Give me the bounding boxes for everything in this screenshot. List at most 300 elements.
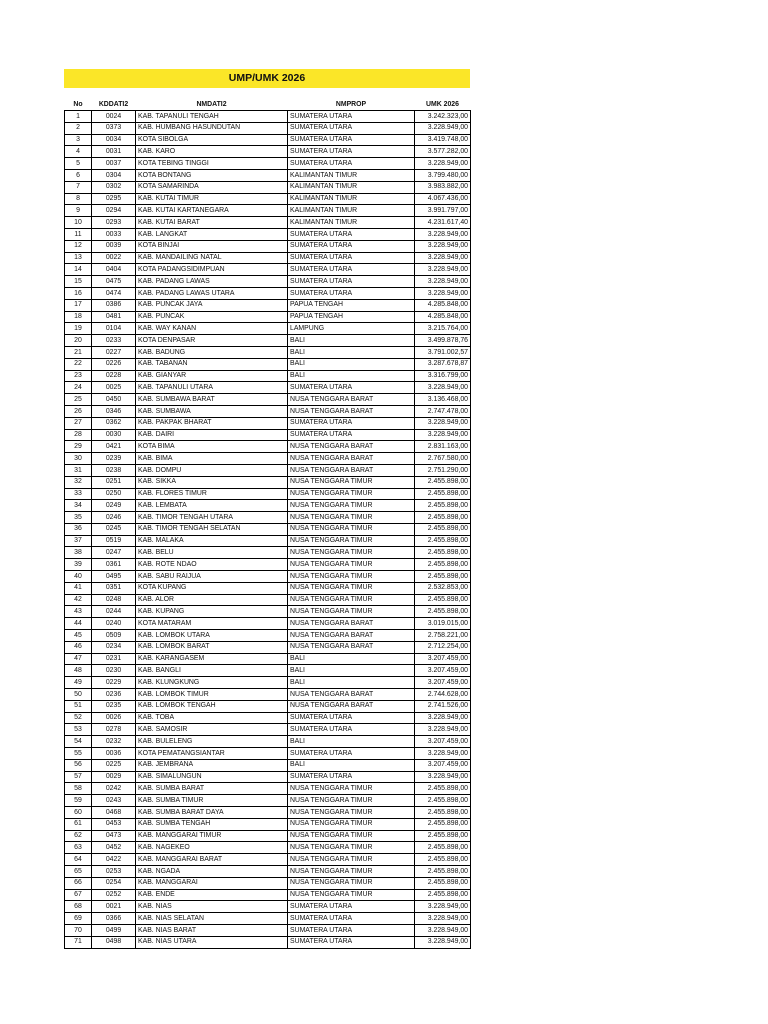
cell-kddati2: 0238 <box>92 464 136 476</box>
cell-nmdati2: KAB. PADANG LAWAS UTARA <box>136 287 288 299</box>
cell-umk: 3.228.949,00 <box>415 913 471 925</box>
cell-no: 6 <box>65 169 92 181</box>
cell-kddati2: 0302 <box>92 181 136 193</box>
cell-umk: 3.228.949,00 <box>415 382 471 394</box>
table-row <box>65 299 471 311</box>
cell-nmprop: BALI <box>288 358 415 370</box>
table-row <box>65 146 471 158</box>
cell-nmdati2: KAB. MANGGARAI TIMUR <box>136 830 288 842</box>
table-row <box>65 807 471 819</box>
cell-no: 36 <box>65 523 92 535</box>
cell-nmprop: KALIMANTAN TIMUR <box>288 169 415 181</box>
cell-nmprop: SUMATERA UTARA <box>288 748 415 760</box>
table-row <box>65 441 471 453</box>
cell-nmdati2: KAB. BIMA <box>136 453 288 465</box>
table-row <box>65 323 471 335</box>
cell-no: 56 <box>65 759 92 771</box>
cell-kddati2: 0036 <box>92 748 136 760</box>
cell-kddati2: 0236 <box>92 689 136 701</box>
cell-no: 1 <box>65 111 92 123</box>
table-row <box>65 382 471 394</box>
cell-no: 9 <box>65 205 92 217</box>
cell-umk: 2.455.898,00 <box>415 488 471 500</box>
cell-nmdati2: KAB. SUMBA TENGAH <box>136 818 288 830</box>
cell-umk: 2.751.290,00 <box>415 464 471 476</box>
table-row <box>65 111 471 123</box>
cell-nmprop: NUSA TENGGARA TIMUR <box>288 818 415 830</box>
cell-nmdati2: KOTA SAMARINDA <box>136 181 288 193</box>
cell-no: 25 <box>65 394 92 406</box>
cell-nmdati2: KAB. LOMBOK UTARA <box>136 630 288 642</box>
cell-nmdati2: KAB. ENDE <box>136 889 288 901</box>
cell-nmdati2: KAB. NIAS UTARA <box>136 936 288 948</box>
cell-nmdati2: KAB. SIKKA <box>136 476 288 488</box>
cell-kddati2: 0034 <box>92 134 136 146</box>
table-row <box>65 748 471 760</box>
cell-kddati2: 0253 <box>92 866 136 878</box>
cell-no: 21 <box>65 346 92 358</box>
cell-kddati2: 0498 <box>92 936 136 948</box>
cell-no: 47 <box>65 653 92 665</box>
cell-umk: 3.228.949,00 <box>415 122 471 134</box>
cell-no: 69 <box>65 913 92 925</box>
cell-umk: 2.455.898,00 <box>415 606 471 618</box>
table-row <box>65 240 471 252</box>
cell-umk: 2.455.898,00 <box>415 512 471 524</box>
cell-kddati2: 0235 <box>92 700 136 712</box>
cell-no: 62 <box>65 830 92 842</box>
table-row <box>65 276 471 288</box>
cell-no: 7 <box>65 181 92 193</box>
table-row <box>65 122 471 134</box>
cell-no: 31 <box>65 464 92 476</box>
cell-nmdati2: KAB. SUMBA BARAT DAYA <box>136 807 288 819</box>
table-row <box>65 394 471 406</box>
cell-no: 2 <box>65 122 92 134</box>
cell-nmprop: SUMATERA UTARA <box>288 936 415 948</box>
cell-no: 42 <box>65 594 92 606</box>
cell-nmprop: NUSA TENGGARA TIMUR <box>288 512 415 524</box>
cell-no: 52 <box>65 712 92 724</box>
table-row <box>65 618 471 630</box>
cell-kddati2: 0450 <box>92 394 136 406</box>
cell-umk: 3.287.678,87 <box>415 358 471 370</box>
cell-umk: 3.228.949,00 <box>415 417 471 429</box>
table-row <box>65 736 471 748</box>
cell-nmprop: NUSA TENGGARA TIMUR <box>288 842 415 854</box>
cell-no: 49 <box>65 677 92 689</box>
cell-kddati2: 0351 <box>92 582 136 594</box>
cell-no: 57 <box>65 771 92 783</box>
cell-nmdati2: KAB. TAPANULI TENGAH <box>136 111 288 123</box>
cell-no: 60 <box>65 807 92 819</box>
cell-kddati2: 0495 <box>92 571 136 583</box>
cell-umk: 2.758.221,00 <box>415 630 471 642</box>
cell-nmdati2: KAB. GIANYAR <box>136 370 288 382</box>
cell-nmdati2: KOTA PEMATANGSIANTAR <box>136 748 288 760</box>
table-row <box>65 571 471 583</box>
cell-no: 12 <box>65 240 92 252</box>
cell-no: 65 <box>65 866 92 878</box>
cell-no: 50 <box>65 689 92 701</box>
cell-nmdati2: KAB. NIAS SELATAN <box>136 913 288 925</box>
cell-nmprop: KALIMANTAN TIMUR <box>288 205 415 217</box>
cell-no: 8 <box>65 193 92 205</box>
cell-no: 24 <box>65 382 92 394</box>
cell-umk: 2.744.628,00 <box>415 689 471 701</box>
table-row <box>65 724 471 736</box>
cell-nmprop: SUMATERA UTARA <box>288 724 415 736</box>
cell-no: 58 <box>65 783 92 795</box>
table-row <box>65 830 471 842</box>
cell-kddati2: 0234 <box>92 641 136 653</box>
cell-umk: 3.791.002,57 <box>415 346 471 358</box>
cell-umk: 3.228.949,00 <box>415 748 471 760</box>
cell-nmprop: NUSA TENGGARA TIMUR <box>288 807 415 819</box>
cell-kddati2: 0029 <box>92 771 136 783</box>
cell-nmdati2: KAB. NAGEKEO <box>136 842 288 854</box>
cell-no: 39 <box>65 559 92 571</box>
cell-nmdati2: KAB. BULELENG <box>136 736 288 748</box>
cell-kddati2: 0249 <box>92 500 136 512</box>
cell-nmdati2: KAB. BADUNG <box>136 346 288 358</box>
table-row <box>65 889 471 901</box>
cell-umk: 2.455.898,00 <box>415 795 471 807</box>
cell-nmprop: NUSA TENGGARA TIMUR <box>288 488 415 500</box>
cell-kddati2: 0022 <box>92 252 136 264</box>
cell-umk: 3.215.764,00 <box>415 323 471 335</box>
cell-nmprop: BALI <box>288 370 415 382</box>
cell-nmdati2: KAB. TIMOR TENGAH SELATAN <box>136 523 288 535</box>
cell-nmdati2: KAB. LOMBOK BARAT <box>136 641 288 653</box>
cell-nmprop: SUMATERA UTARA <box>288 228 415 240</box>
cell-no: 55 <box>65 748 92 760</box>
cell-nmprop: BALI <box>288 346 415 358</box>
table-row <box>65 217 471 229</box>
cell-kddati2: 0295 <box>92 193 136 205</box>
table-row <box>65 689 471 701</box>
table-row <box>65 488 471 500</box>
cell-umk: 2.831.163,00 <box>415 441 471 453</box>
table-row <box>65 287 471 299</box>
cell-nmprop: NUSA TENGGARA BARAT <box>288 630 415 642</box>
cell-umk: 3.228.949,00 <box>415 228 471 240</box>
cell-no: 30 <box>65 453 92 465</box>
cell-kddati2: 0278 <box>92 724 136 736</box>
cell-kddati2: 0422 <box>92 854 136 866</box>
cell-nmprop: BALI <box>288 736 415 748</box>
cell-umk: 2.455.898,00 <box>415 594 471 606</box>
cell-umk: 2.712.254,00 <box>415 641 471 653</box>
cell-umk: 3.228.949,00 <box>415 158 471 170</box>
table-row <box>65 476 471 488</box>
table-row <box>65 346 471 358</box>
cell-no: 46 <box>65 641 92 653</box>
cell-nmdati2: KAB. KUTAI BARAT <box>136 217 288 229</box>
table-row <box>65 854 471 866</box>
cell-kddati2: 0509 <box>92 630 136 642</box>
cell-no: 48 <box>65 665 92 677</box>
cell-nmdati2: KOTA BIMA <box>136 441 288 453</box>
cell-no: 34 <box>65 500 92 512</box>
cell-umk: 2.455.898,00 <box>415 866 471 878</box>
table-row <box>65 134 471 146</box>
cell-kddati2: 0240 <box>92 618 136 630</box>
cell-umk: 3.228.949,00 <box>415 712 471 724</box>
cell-kddati2: 0025 <box>92 382 136 394</box>
cell-nmdati2: KOTA BINJAI <box>136 240 288 252</box>
cell-umk: 4.285.848,00 <box>415 311 471 323</box>
cell-kddati2: 0225 <box>92 759 136 771</box>
cell-nmprop: SUMATERA UTARA <box>288 146 415 158</box>
table-row <box>65 606 471 618</box>
cell-no: 28 <box>65 429 92 441</box>
cell-no: 40 <box>65 571 92 583</box>
table-row <box>65 665 471 677</box>
cell-nmdati2: KAB. SUMBAWA BARAT <box>136 394 288 406</box>
cell-no: 32 <box>65 476 92 488</box>
table-row <box>65 464 471 476</box>
table-row <box>65 311 471 323</box>
cell-nmprop: LAMPUNG <box>288 323 415 335</box>
cell-umk: 2.455.898,00 <box>415 854 471 866</box>
cell-umk: 3.228.949,00 <box>415 901 471 913</box>
cell-umk: 2.455.898,00 <box>415 559 471 571</box>
cell-umk: 3.228.949,00 <box>415 771 471 783</box>
cell-nmprop: PAPUA TENGAH <box>288 311 415 323</box>
cell-kddati2: 0386 <box>92 299 136 311</box>
header-nmprop: NMPROP <box>335 101 367 108</box>
table-row <box>65 818 471 830</box>
cell-nmprop: NUSA TENGGARA BARAT <box>288 700 415 712</box>
cell-nmprop: SUMATERA UTARA <box>288 158 415 170</box>
cell-nmprop: SUMATERA UTARA <box>288 382 415 394</box>
table-row <box>65 559 471 571</box>
cell-nmdati2: KAB. PADANG LAWAS <box>136 276 288 288</box>
cell-umk: 3.136.468,00 <box>415 394 471 406</box>
cell-umk: 2.455.898,00 <box>415 830 471 842</box>
cell-nmprop: NUSA TENGGARA BARAT <box>288 641 415 653</box>
cell-no: 4 <box>65 146 92 158</box>
cell-nmdati2: KAB. KUTAI TIMUR <box>136 193 288 205</box>
cell-no: 20 <box>65 335 92 347</box>
cell-nmdati2: KAB. KARO <box>136 146 288 158</box>
cell-no: 13 <box>65 252 92 264</box>
cell-kddati2: 0250 <box>92 488 136 500</box>
cell-nmprop: SUMATERA UTARA <box>288 429 415 441</box>
table-row <box>65 228 471 240</box>
cell-no: 61 <box>65 818 92 830</box>
cell-nmprop: SUMATERA UTARA <box>288 134 415 146</box>
cell-nmdati2: KAB. TAPANULI UTARA <box>136 382 288 394</box>
table-row <box>65 169 471 181</box>
cell-umk: 2.455.898,00 <box>415 889 471 901</box>
table-row <box>65 429 471 441</box>
cell-nmprop: BALI <box>288 677 415 689</box>
table-row <box>65 594 471 606</box>
cell-kddati2: 0239 <box>92 453 136 465</box>
cell-umk: 3.991.797,00 <box>415 205 471 217</box>
table-row <box>65 252 471 264</box>
cell-nmdati2: KAB. MANGGARAI BARAT <box>136 854 288 866</box>
cell-nmprop: NUSA TENGGARA BARAT <box>288 689 415 701</box>
cell-umk: 3.228.949,00 <box>415 287 471 299</box>
table-row <box>65 500 471 512</box>
cell-nmdati2: KAB. JEMBRANA <box>136 759 288 771</box>
cell-kddati2: 0362 <box>92 417 136 429</box>
cell-umk: 2.532.853,00 <box>415 582 471 594</box>
cell-nmdati2: KAB. HUMBANG HASUNDUTAN <box>136 122 288 134</box>
cell-nmdati2: KAB. DOMPU <box>136 464 288 476</box>
cell-kddati2: 0453 <box>92 818 136 830</box>
cell-kddati2: 0499 <box>92 924 136 936</box>
cell-nmprop: BALI <box>288 335 415 347</box>
cell-umk: 3.228.949,00 <box>415 240 471 252</box>
cell-no: 45 <box>65 630 92 642</box>
cell-no: 59 <box>65 795 92 807</box>
cell-kddati2: 0519 <box>92 535 136 547</box>
cell-umk: 3.228.949,00 <box>415 936 471 948</box>
cell-nmdati2: KAB. MANDAILING NATAL <box>136 252 288 264</box>
cell-no: 66 <box>65 877 92 889</box>
cell-kddati2: 0231 <box>92 653 136 665</box>
table-row <box>65 158 471 170</box>
cell-nmprop: SUMATERA UTARA <box>288 240 415 252</box>
cell-umk: 4.067.436,00 <box>415 193 471 205</box>
cell-kddati2: 0373 <box>92 122 136 134</box>
cell-nmdati2: KAB. PUNCAK JAYA <box>136 299 288 311</box>
table-row <box>65 523 471 535</box>
cell-nmprop: NUSA TENGGARA BARAT <box>288 394 415 406</box>
cell-no: 3 <box>65 134 92 146</box>
cell-no: 11 <box>65 228 92 240</box>
cell-nmdati2: KAB. WAY KANAN <box>136 323 288 335</box>
cell-umk: 2.455.898,00 <box>415 842 471 854</box>
cell-nmdati2: KOTA SIBOLGA <box>136 134 288 146</box>
table-row <box>65 795 471 807</box>
cell-kddati2: 0228 <box>92 370 136 382</box>
cell-nmdati2: KAB. TOBA <box>136 712 288 724</box>
cell-kddati2: 0404 <box>92 264 136 276</box>
cell-umk: 2.455.898,00 <box>415 535 471 547</box>
cell-umk: 4.285.848,00 <box>415 299 471 311</box>
cell-kddati2: 0481 <box>92 311 136 323</box>
cell-nmprop: KALIMANTAN TIMUR <box>288 217 415 229</box>
table-row <box>65 877 471 889</box>
cell-umk: 2.747.478,00 <box>415 405 471 417</box>
cell-nmdati2: KOTA PADANGSIDIMPUAN <box>136 264 288 276</box>
cell-no: 38 <box>65 547 92 559</box>
cell-nmprop: NUSA TENGGARA TIMUR <box>288 854 415 866</box>
cell-umk: 3.207.459,00 <box>415 759 471 771</box>
cell-nmdati2: KAB. SAMOSIR <box>136 724 288 736</box>
cell-umk: 3.983.882,00 <box>415 181 471 193</box>
cell-nmprop: SUMATERA UTARA <box>288 264 415 276</box>
cell-umk: 3.499.878,76 <box>415 335 471 347</box>
cell-kddati2: 0361 <box>92 559 136 571</box>
table-row <box>65 936 471 948</box>
cell-nmprop: SUMATERA UTARA <box>288 901 415 913</box>
cell-umk: 3.419.748,00 <box>415 134 471 146</box>
cell-umk: 3.316.799,00 <box>415 370 471 382</box>
cell-nmdati2: KAB. BELU <box>136 547 288 559</box>
cell-kddati2: 0254 <box>92 877 136 889</box>
cell-no: 68 <box>65 901 92 913</box>
cell-kddati2: 0227 <box>92 346 136 358</box>
table-row <box>65 370 471 382</box>
cell-no: 33 <box>65 488 92 500</box>
table-row <box>65 193 471 205</box>
cell-no: 35 <box>65 512 92 524</box>
cell-nmprop: BALI <box>288 665 415 677</box>
cell-umk: 2.455.898,00 <box>415 807 471 819</box>
cell-umk: 3.242.323,00 <box>415 111 471 123</box>
cell-nmdati2: KAB. LANGKAT <box>136 228 288 240</box>
cell-nmprop: KALIMANTAN TIMUR <box>288 181 415 193</box>
cell-nmdati2: KOTA MATARAM <box>136 618 288 630</box>
cell-nmprop: NUSA TENGGARA TIMUR <box>288 571 415 583</box>
document-title: UMP/UMK 2026 <box>64 69 470 88</box>
cell-no: 19 <box>65 323 92 335</box>
cell-nmdati2: KAB. PUNCAK <box>136 311 288 323</box>
cell-kddati2: 0452 <box>92 842 136 854</box>
cell-umk: 3.228.949,00 <box>415 724 471 736</box>
table-row <box>65 264 471 276</box>
table-row <box>65 641 471 653</box>
cell-nmdati2: KAB. DAIRI <box>136 429 288 441</box>
cell-nmdati2: KAB. TABANAN <box>136 358 288 370</box>
cell-nmprop: NUSA TENGGARA TIMUR <box>288 877 415 889</box>
cell-umk: 3.228.949,00 <box>415 924 471 936</box>
table-row <box>65 783 471 795</box>
cell-kddati2: 0421 <box>92 441 136 453</box>
table-row <box>65 677 471 689</box>
cell-no: 43 <box>65 606 92 618</box>
cell-nmprop: NUSA TENGGARA BARAT <box>288 464 415 476</box>
cell-nmprop: SUMATERA UTARA <box>288 276 415 288</box>
cell-kddati2: 0473 <box>92 830 136 842</box>
cell-nmdati2: KOTA DENPASAR <box>136 335 288 347</box>
cell-nmprop: SUMATERA UTARA <box>288 111 415 123</box>
cell-kddati2: 0024 <box>92 111 136 123</box>
cell-no: 26 <box>65 405 92 417</box>
cell-kddati2: 0244 <box>92 606 136 618</box>
table-body <box>65 111 471 949</box>
cell-nmdati2: KAB. SUMBAWA <box>136 405 288 417</box>
cell-nmprop: NUSA TENGGARA TIMUR <box>288 476 415 488</box>
cell-umk: 2.741.526,00 <box>415 700 471 712</box>
cell-kddati2: 0033 <box>92 228 136 240</box>
cell-nmdati2: KAB. NGADA <box>136 866 288 878</box>
table-row <box>65 582 471 594</box>
table-row <box>65 453 471 465</box>
table-row <box>65 712 471 724</box>
cell-kddati2: 0037 <box>92 158 136 170</box>
cell-nmprop: NUSA TENGGARA TIMUR <box>288 535 415 547</box>
cell-nmdati2: KAB. KARANGASEM <box>136 653 288 665</box>
cell-nmprop: SUMATERA UTARA <box>288 417 415 429</box>
cell-kddati2: 0226 <box>92 358 136 370</box>
cell-no: 16 <box>65 287 92 299</box>
cell-nmprop: SUMATERA UTARA <box>288 924 415 936</box>
header-nmdati2: NMDATI2 <box>196 101 227 108</box>
cell-no: 23 <box>65 370 92 382</box>
cell-kddati2: 0346 <box>92 405 136 417</box>
cell-nmdati2: KAB. TIMOR TENGAH UTARA <box>136 512 288 524</box>
table-row <box>65 842 471 854</box>
cell-no: 44 <box>65 618 92 630</box>
cell-kddati2: 0031 <box>92 146 136 158</box>
